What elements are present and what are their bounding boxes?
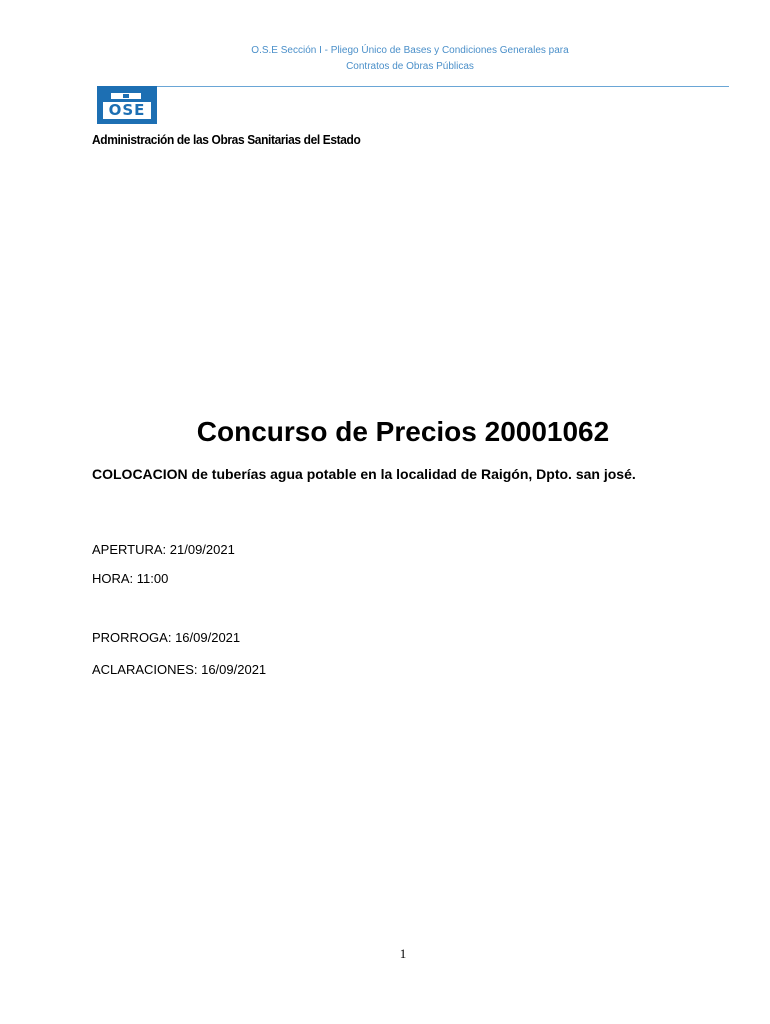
running-header-line-2: Contratos de Obras Públicas xyxy=(346,61,474,72)
aclaraciones-field: ACLARACIONES: 16/09/2021 xyxy=(92,662,267,677)
running-header-line-1: O.S.E Sección I - Pliego Único de Bases y Condiciones Generales para xyxy=(251,45,569,56)
prorroga-field: PRORROGA: 16/09/2021 xyxy=(92,630,241,645)
logo-top-bar xyxy=(111,93,141,99)
document-subtitle: COLOCACION de tuberías agua potable en la localidad de Raigón, Dpto. san josé. xyxy=(92,466,636,482)
document-title: Concurso de Precios 20001062 xyxy=(196,416,610,447)
organization-name: Administración de las Obras Sanitarias del Estado xyxy=(92,132,361,147)
logo-text: OSE xyxy=(108,101,146,119)
header-divider xyxy=(157,86,729,87)
apertura-field: APERTURA: 21/09/2021 xyxy=(92,542,235,557)
hora-field: HORA: 11:00 xyxy=(92,571,169,586)
page-number: 1 xyxy=(399,946,407,961)
ose-logo xyxy=(97,86,157,124)
